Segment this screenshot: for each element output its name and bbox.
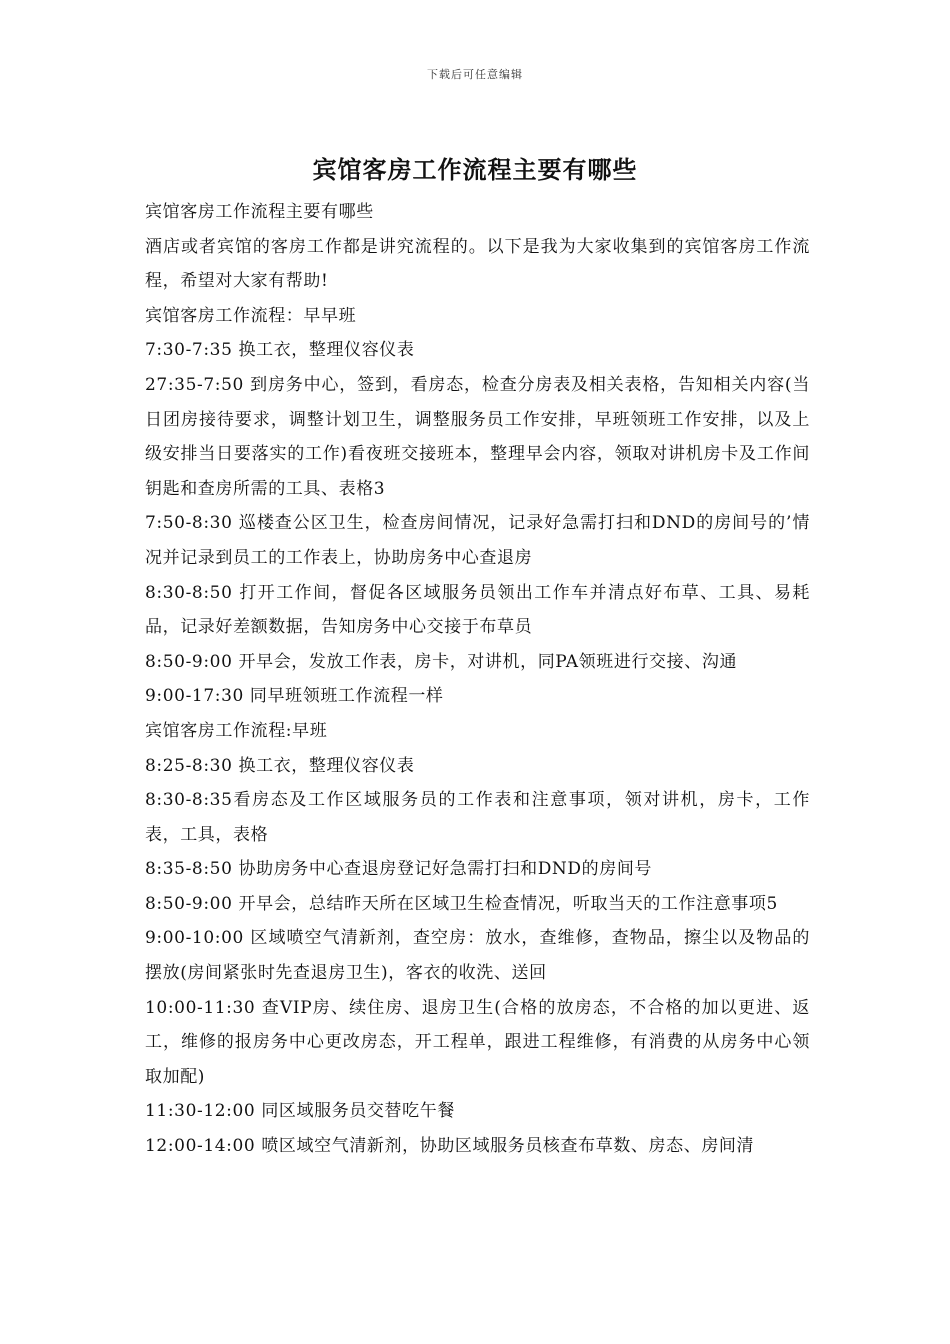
paragraph: 7:50-8:30 巡楼查公区卫生，检查房间情况，记录好急需打扫和DND的房间号的’情况并记录到员工的工作表上，协助房务中心查退房 <box>145 513 810 568</box>
header-note: 下载后可任意编辑 <box>427 68 523 81</box>
paragraph: 宾馆客房工作流程主要有哪些 <box>145 202 374 222</box>
paragraph: 8:25-8:30 换工衣，整理仪容仪表 <box>145 755 415 776</box>
paragraph: 12:00-14:00 喷区域空气清新剂，协助区域服务员核查布草数、房态、房间清 <box>145 1136 755 1157</box>
paragraph: 8:30-8:50 打开工作间，督促各区域服务员领出工作车并清点好布草、工具、易耗品，记录好差额数据，告知房务中心交接于布草员 <box>145 582 810 638</box>
paragraph: 8:50-9:00 开早会，总结昨天所在区域卫生检查情况，听取当天的工作注意事项5 <box>145 893 778 914</box>
paragraph: 9:00-10:00 区域喷空气清新剂，查空房：放水，查维修，查物品，擦尘以及物品的摆放(房间紧张时先查退房卫生)，客衣的收洗、送回 <box>145 928 810 984</box>
paragraph: 9:00-17:30 同早班领班工作流程一样 <box>145 686 444 707</box>
paragraph: 11:30-12:00 同区域服务员交替吃午餐 <box>145 1101 455 1122</box>
paragraph: 酒店或者宾馆的客房工作都是讲究流程的。以下是我为大家收集到的宾馆客房工作流程，希望对大家有帮助! <box>145 236 810 292</box>
paragraph: 10:00-11:30 查VIP房、续住房、退房卫生(合格的放房态，不合格的加以更进、返工，维修的报房务中心更改房态，开工程单，跟进工程维修，有消费的从房务中心领取加配) <box>145 997 810 1087</box>
paragraph: 8:35-8:50 协助房务中心查退房登记好急需打扫和DND的房间号 <box>145 859 653 880</box>
paragraph: 8:30-8:35看房态及工作区域服务员的工作表和注意事项，领对讲机，房卡，工作表，工具，表格 <box>145 790 810 845</box>
paragraph: 宾馆客房工作流程：早早班 <box>145 305 357 326</box>
document-title: 宾馆客房工作流程主要有哪些 <box>312 155 638 184</box>
paragraph: 27:35-7:50 到房务中心，签到，看房态，检查分房表及相关表格，告知相关内容(当日团房接待要求，调整计划卫生，调整服务员工作安排，早班领班工作安排，以及上级安排当日要落实的工作)看夜班交接班本，整理早会内容，领取对讲机房卡及工作间钥匙和查房所需的工具、表格3 <box>145 374 810 499</box>
paragraph: 7:30-7:35 换工衣，整理仪容仪表 <box>145 340 415 361</box>
document-body <box>145 195 810 1164</box>
paragraph: 8:50-9:00 开早会，发放工作表，房卡，对讲机，同PA领班进行交接、沟通 <box>145 651 738 672</box>
paragraph: 宾馆客房工作流程:早班 <box>145 720 328 741</box>
